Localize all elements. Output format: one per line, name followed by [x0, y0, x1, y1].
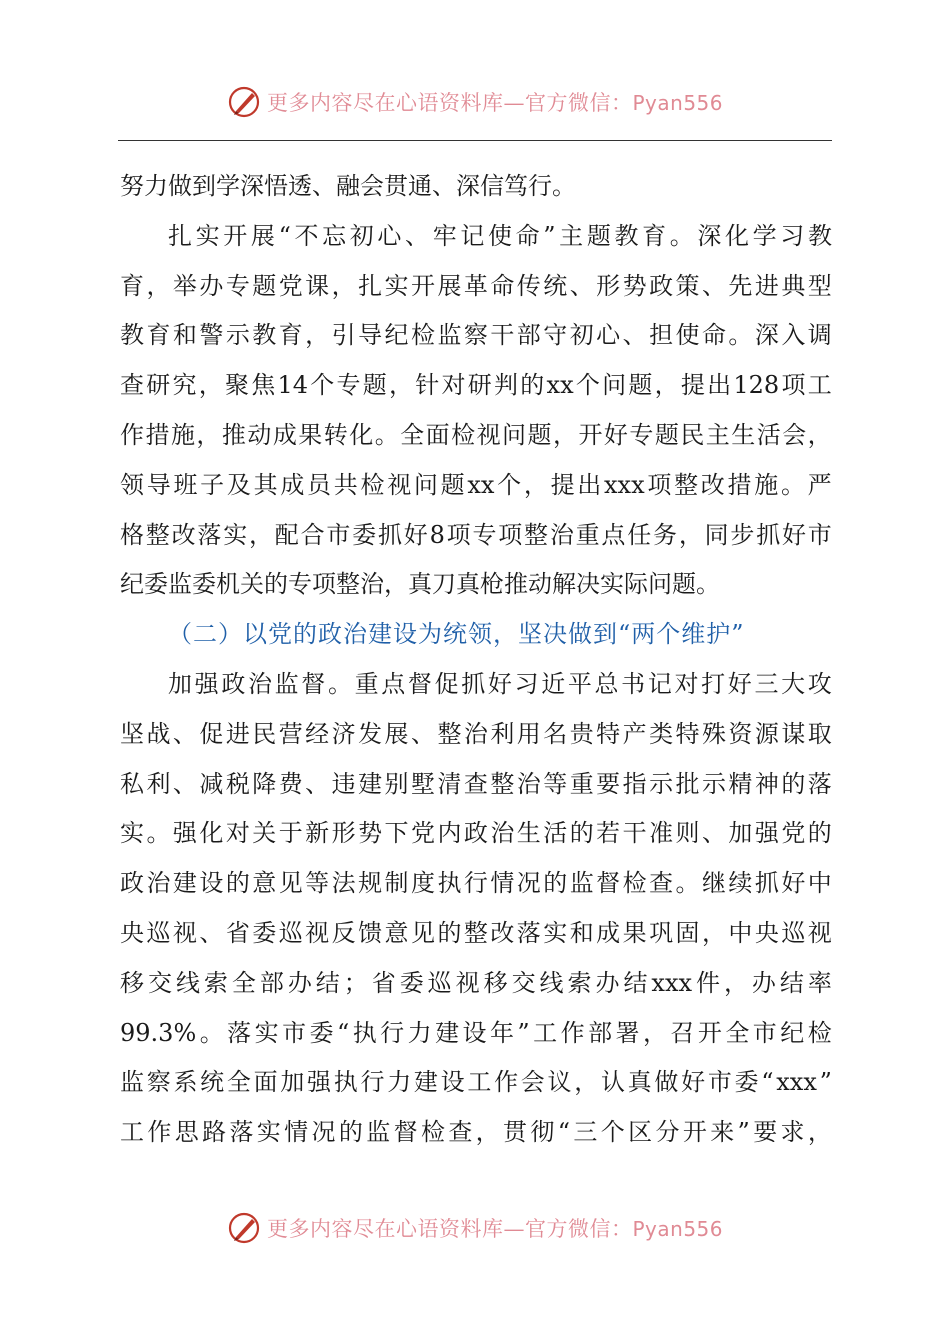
text-line: 坚 战 、 促 进 民 营 经 济 发 展 、 整 治 利 用 名 贵 特 产 类 特 殊 资 源 谋 取 — [120, 719, 832, 748]
pen-logo-icon — [227, 1210, 263, 1246]
text-line: 育 ， 举 办 专 题 党 课 ， 扎 实 开 展 革 命 传 统 、 形 势 政 策 、 先 进 典 型 — [120, 271, 832, 300]
text-line: 央 巡 视 、 省 委 巡 视 反 馈 意 见 的 整 改 落 实 和 成 果 巩 固 ， 中 央 巡 视 — [120, 918, 832, 947]
banner-text: 更多内容尽在心语资料库—官方微信： — [266, 1217, 633, 1241]
footer-banner — [0, 1208, 950, 1248]
text-line: 作 措 施 ， 推 动 成 果 转 化 。 全 面 检 视 问 题 ， 开 好 专 题 民 主 生 活 会 ， — [120, 420, 832, 449]
text-line: 教 育 和 警 示 教 育 ， 引 导 纪 检 监 察 干 部 守 初 心 、 担 使 命 。 深 入 调 — [120, 321, 832, 350]
pen-logo-icon — [227, 84, 263, 120]
text-line: 政 治 建 设 的 意 见 等 法 规 制 度 执 行 情 况 的 监 督 检 查 。 继 续 抓 好 中 — [120, 869, 832, 898]
text-line: 监 察 系 统 全 面 加 强 执 行 力 建 设 工 作 会 议 ， 认 真 做 好 市 委 “ xxx ” — [120, 1068, 832, 1097]
text-line: 工 作 思 路 落 实 情 况 的 监 督 检 查 ， 贯 彻 “ 三 个 区 分 开 来 ” 要 求 ， — [120, 1118, 832, 1147]
header-rule — [118, 140, 832, 141]
text-line: 私 利 、 减 税 降 费 、 违 建 别 墅 清 查 整 治 等 重 要 指 示 批 示 精 神 的 落 — [120, 769, 832, 798]
text-line: 领 导 班 子 及 其 成 员 共 检 视 问 题 xx 个 ， 提 出 xxx 项 整 改 措 施 。 严 — [120, 470, 832, 499]
text-line: 努力做到学深悟透、融会贯通、深信笃行。 — [120, 172, 576, 200]
section-heading: （二）以党的政治建设为统领，坚决做到“两个维护” — [168, 620, 745, 649]
text-line: 加 强 政 治 监 督 。 重 点 督 促 抓 好 习 近 平 总 书 记 对 打 好 三 大 攻 — [168, 669, 832, 698]
header-banner — [0, 82, 950, 122]
text-line: 扎 实 开 展 “ 不 忘 初 心 、 牢 记 使 命 ” 主 题 教 育 。 深 化 学 习 教 — [168, 221, 832, 250]
text-line: 查 研 究 ， 聚 焦 14 个 专 题 ， 针 对 研 判 的 xx 个 问 题 ， 提 出 128 项 工 — [120, 371, 832, 400]
text-line: 移 交 线 索 全 部 办 结 ； 省 委 巡 视 移 交 线 索 办 结 xxx 件 ， 办 结 率 — [120, 968, 832, 997]
text-line: 实 。 强 化 对 关 于 新 形 势 下 党 内 政 治 生 活 的 若 干 准 则 、 加 强 党 的 — [120, 819, 832, 848]
banner-wechat: Pyan556 — [632, 1217, 723, 1241]
banner-text: 更多内容尽在心语资料库—官方微信： — [266, 91, 633, 115]
text-line: 纪委监委机关的专项整治，真刀真枪推动解决实际问题。 — [120, 570, 720, 599]
text-line: 99.3% 。 落 实 市 委 “ 执 行 力 建 设 年 ” 工 作 部 署 ， 召 开 全 市 纪 检 — [120, 1018, 832, 1047]
document-body — [120, 162, 832, 1158]
text-line: 格 整 改 落 实 ， 配 合 市 委 抓 好 8 项 专 项 整 治 重 点 任 务 ， 同 步 抓 好 市 — [120, 520, 832, 549]
banner-wechat: Pyan556 — [632, 91, 723, 115]
